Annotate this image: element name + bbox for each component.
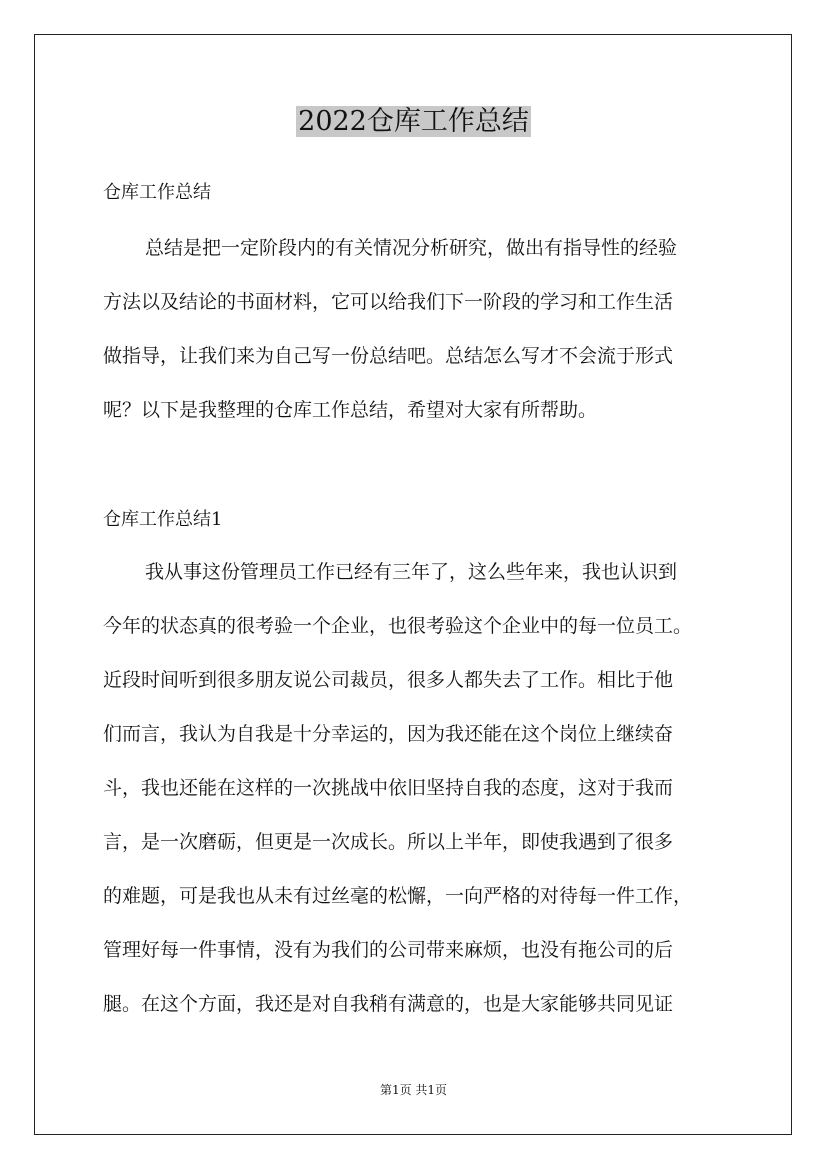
paragraph-line: 总结是把一定阶段内的有关情况分析研究，做出有指导性的经验 bbox=[145, 237, 678, 259]
paragraph-line: 我从事这份管理员工作已经有三年了，这么些年来，我也认识到 bbox=[145, 561, 678, 583]
paragraph-line: 的难题，可是我也从未有过丝毫的松懈，一向严格的对待每一件工作， bbox=[103, 885, 693, 907]
paragraph-line: 近段时间听到很多朋友说公司裁员，很多人都失去了工作。相比于他 bbox=[103, 669, 674, 691]
paragraph-line: 斗，我也还能在这样的一次挑战中依旧坚持自我的态度，这对于我而 bbox=[103, 777, 674, 799]
document-title bbox=[0, 100, 827, 144]
paragraph-line: 方法以及结论的书面材料，它可以给我们下一阶段的学习和工作生活 bbox=[103, 291, 674, 313]
document-title-text: 2022仓库工作总结 bbox=[298, 106, 529, 137]
section-heading-intro: 仓库工作总结 bbox=[103, 182, 211, 203]
paragraph-line: 言，是一次磨砺，但更是一次成长。所以上半年，即使我遇到了很多 bbox=[103, 831, 674, 853]
paragraph-line: 们而言，我认为自我是十分幸运的，因为我还能在这个岗位上继续奋 bbox=[103, 723, 674, 745]
paragraph-line: 呢？以下是我整理的仓库工作总结，希望对大家有所帮助。 bbox=[103, 399, 598, 421]
paragraph-line: 腿。在这个方面，我还是对自我稍有满意的，也是大家能够共同见证 bbox=[103, 993, 674, 1015]
paragraph-line: 今年的状态真的很考验一个企业，也很考验这个企业中的每一位员工。 bbox=[103, 615, 693, 637]
paragraph-intro bbox=[103, 221, 729, 437]
paragraph-section-1 bbox=[103, 545, 729, 1031]
paragraph-line: 管理好每一件事情，没有为我们的公司带来麻烦，也没有拖公司的后 bbox=[103, 939, 674, 961]
section-heading-1: 仓库工作总结1 bbox=[103, 509, 223, 530]
paragraph-line: 做指导，让我们来为自己写一份总结吧。总结怎么写才不会流于形式 bbox=[103, 345, 674, 367]
page-number-footer: 第1页 共1页 bbox=[379, 1083, 448, 1097]
